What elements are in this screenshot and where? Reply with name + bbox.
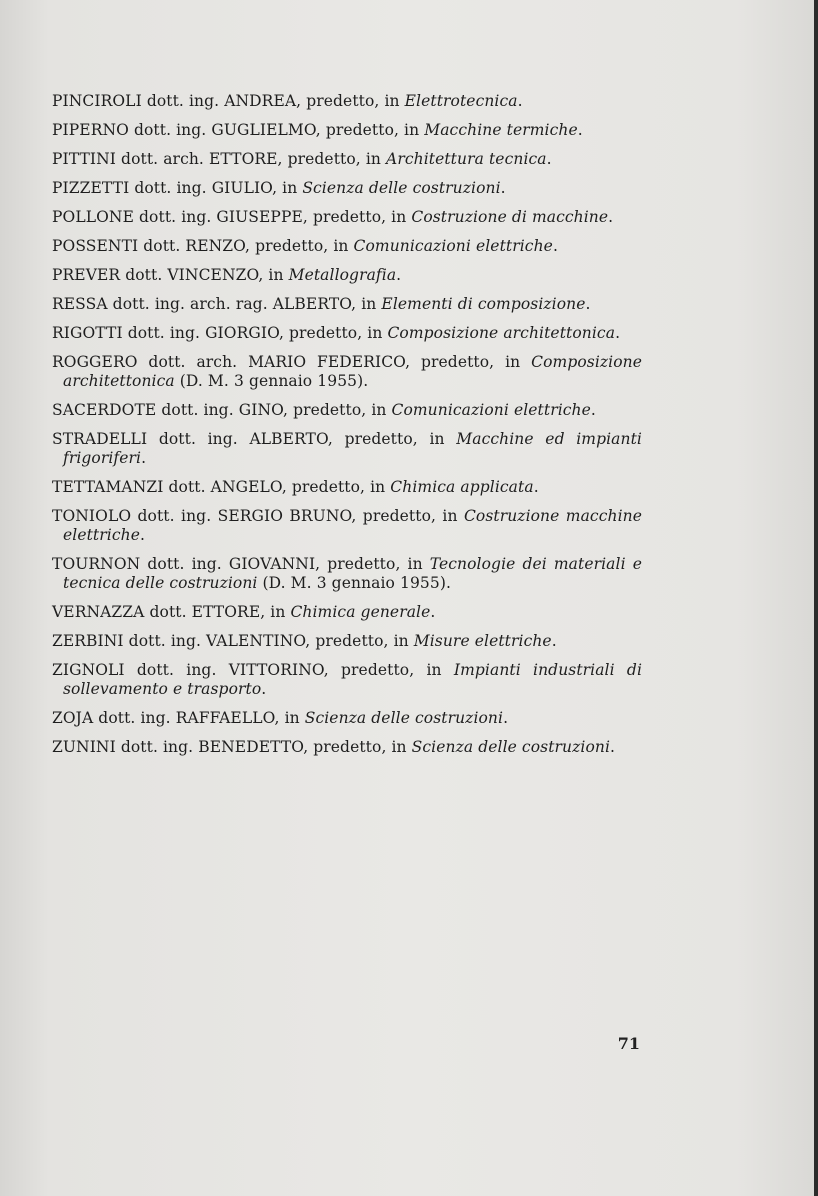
entry-subject: Macchine termiche [424,121,578,139]
entry-subject: Composizione architettonica [387,324,616,342]
entry-subject: Comunicazioni elettriche [391,401,591,419]
entry-tail: . [139,526,145,544]
entry-tail: . [503,709,509,727]
entry-name: TONIOLO dott. ing. SERGIO BRUNO, predetto, in [52,507,464,525]
faculty-list [52,92,642,767]
entry-tail: . [261,680,267,698]
faculty-entry [52,507,642,545]
faculty-entry [52,237,642,256]
entry-tail: . [533,478,539,496]
entry-tail: (D. M. 3 gennaio 1955). [257,574,452,592]
entry-name: POLLONE dott. ing. GIUSEPPE, predetto, in [52,208,412,226]
entry-subject: Elementi di composizione [381,295,586,313]
entry-subject: Misure elettriche [413,632,552,650]
entry-subject: Tecnologie dei materiali e tecnica delle costruzioni [63,555,642,592]
faculty-entry [52,603,642,622]
faculty-entry [52,709,642,728]
page-edge-shadow [814,0,818,1196]
faculty-entry [52,121,642,140]
entry-tail: . [552,237,558,255]
faculty-entry [52,632,642,651]
entry-name: PIZZETTI dott. ing. GIULIO, in [52,179,303,197]
entry-name: RIGOTTI dott. ing. GIORGIO, predetto, in [52,324,388,342]
faculty-entry [52,179,642,198]
faculty-entry [52,208,642,227]
entry-tail: . [615,324,621,342]
entry-tail: . [430,603,436,621]
entry-name: ZERBINI dott. ing. VALENTINO, predetto, in [52,632,414,650]
entry-subject: Elettrotecnica [404,92,518,110]
entry-name: ROGGERO dott. arch. MARIO FEDERICO, predetto, in [52,353,532,371]
entry-subject: Scienza delle costruzioni [411,738,611,756]
entry-subject: Chimica generale [290,603,431,621]
entry-name: PITTINI dott. arch. ETTORE, predetto, in [52,150,387,168]
entry-name: PREVER dott. VINCENZO, in [52,266,289,284]
entry-name: RESSA dott. ing. arch. rag. ALBERTO, in [52,295,382,313]
entry-subject: Macchine ed impianti frigoriferi [63,430,642,467]
entry-subject: Composizione architettonica [63,353,642,390]
entry-subject: Scienza delle costruzioni [304,709,504,727]
entry-tail: . [608,208,614,226]
entry-subject: Costruzione macchine elettriche [63,507,642,544]
entry-tail: (D. M. 3 gennaio 1955). [174,372,369,390]
entry-name: PIPERNO dott. ing. GUGLIELMO, predetto, in [52,121,425,139]
faculty-entry [52,738,642,757]
entry-name: STRADELLI dott. ing. ALBERTO, predetto, in [52,430,457,448]
entry-tail: . [396,266,402,284]
entry-tail: . [517,92,523,110]
faculty-entry [52,661,642,699]
faculty-entry [52,401,642,420]
entry-name: VERNAZZA dott. ETTORE, in [52,603,291,621]
faculty-entry [52,266,642,285]
entry-tail: . [610,738,616,756]
page-number: 71 [617,1034,640,1053]
faculty-entry [52,353,642,391]
faculty-entry [52,92,642,111]
entry-subject: Metallografia [288,266,397,284]
entry-tail: . [590,401,596,419]
entry-name: TOURNON dott. ing. GIOVANNI, predetto, in [52,555,430,573]
faculty-entry [52,324,642,343]
entry-name: POSSENTI dott. RENZO, predetto, in [52,237,354,255]
entry-name: ZUNINI dott. ing. BENEDETTO, predetto, in [52,738,412,756]
entry-tail: . [585,295,591,313]
entry-name: ZIGNOLI dott. ing. VITTORINO, predetto, in [52,661,454,679]
entry-name: ZOJA dott. ing. RAFFAELLO, in [52,709,305,727]
entry-subject: Costruzione di macchine [411,208,609,226]
entry-tail: . [551,632,557,650]
faculty-entry [52,150,642,169]
entry-subject: Impianti industriali di sollevamento e trasporto [63,661,642,698]
entry-subject: Chimica applicata [390,478,534,496]
faculty-entry [52,295,642,314]
faculty-entry [52,555,642,593]
entry-subject: Comunicazioni elettriche [353,237,553,255]
entry-tail: . [577,121,583,139]
entry-name: SACERDOTE dott. ing. GINO, predetto, in [52,401,392,419]
entry-tail: . [141,449,147,467]
faculty-entry [52,430,642,468]
entry-subject: Scienza delle costruzioni [302,179,501,197]
entry-tail: . [546,150,552,168]
entry-tail: . [500,179,506,197]
entry-name: PINCIROLI dott. ing. ANDREA, predetto, in [52,92,405,110]
faculty-entry [52,478,642,497]
entry-subject: Architettura tecnica [386,150,547,168]
entry-name: TETTAMANZI dott. ANGELO, predetto, in [52,478,391,496]
